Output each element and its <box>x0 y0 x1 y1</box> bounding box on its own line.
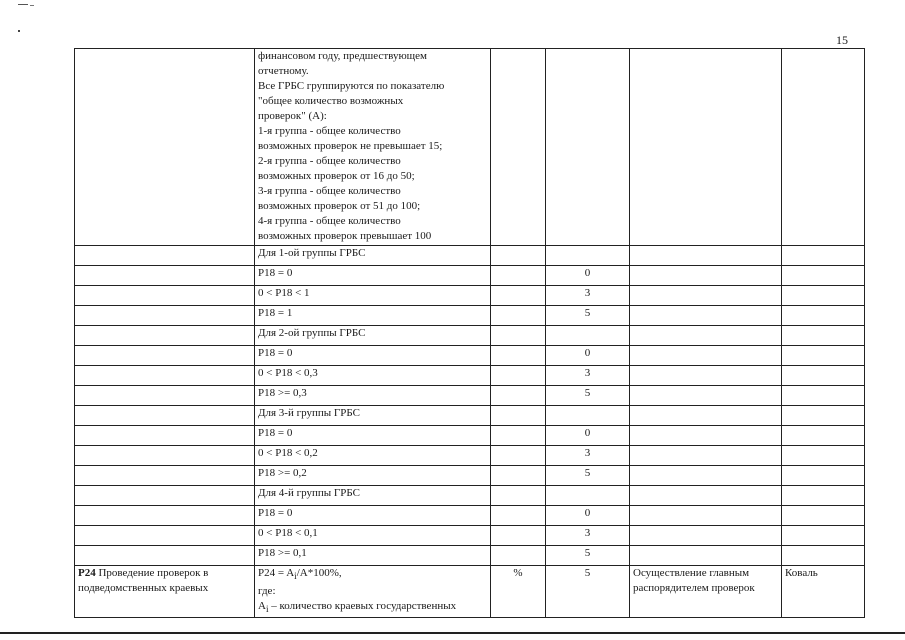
cell-empty <box>782 546 865 566</box>
group-title: Для 1-ой группы ГРБС <box>255 246 491 266</box>
formula-rest: /A*100%, <box>296 567 342 579</box>
formula-subscript: i <box>294 571 297 582</box>
cell-empty <box>630 49 782 246</box>
condition-cell: P18 = 1 <box>255 306 491 326</box>
cell-empty <box>75 426 255 446</box>
cell-empty <box>782 266 865 286</box>
condition-row <box>75 386 865 406</box>
cell-empty <box>630 446 782 466</box>
cell-empty <box>630 246 782 266</box>
cell-empty <box>782 386 865 406</box>
group-title-row <box>75 246 865 266</box>
indicator-table <box>74 48 865 618</box>
group-title-row <box>75 486 865 506</box>
cell-empty <box>630 526 782 546</box>
cell-empty <box>491 426 546 446</box>
condition-cell: P18 = 0 <box>255 266 491 286</box>
cell-empty <box>782 406 865 426</box>
cell-empty <box>630 406 782 426</box>
cell-empty <box>782 506 865 526</box>
cell-empty <box>75 306 255 326</box>
scan-artifact <box>18 30 20 32</box>
condition-row <box>75 286 865 306</box>
cell-empty <box>75 326 255 346</box>
condition-row <box>75 446 865 466</box>
cell-empty <box>782 526 865 546</box>
cell-empty <box>630 466 782 486</box>
cell-empty <box>546 246 630 266</box>
group-title: Для 2-ой группы ГРБС <box>255 326 491 346</box>
condition-cell: P18 >= 0,3 <box>255 386 491 406</box>
cell-empty <box>782 286 865 306</box>
condition-row <box>75 526 865 546</box>
cell-empty <box>491 446 546 466</box>
scan-artifact <box>30 5 34 6</box>
cell-empty <box>491 246 546 266</box>
cell-empty <box>75 466 255 486</box>
condition-cell: P18 = 0 <box>255 346 491 366</box>
group-title: Для 4-й группы ГРБС <box>255 486 491 506</box>
cell-empty <box>75 486 255 506</box>
definition-text: – количество краевых государственных <box>268 600 457 613</box>
cell-empty <box>75 286 255 306</box>
condition-cell: 0 < P18 < 0,1 <box>255 526 491 546</box>
cell-empty <box>630 426 782 446</box>
unit-cell: % <box>491 566 546 618</box>
intro-row <box>75 49 865 246</box>
indicator-code: P24 <box>78 567 96 579</box>
score-cell: 5 <box>546 466 630 486</box>
score-cell: 5 <box>546 566 630 618</box>
condition-row <box>75 306 865 326</box>
indicator-name-cell <box>75 566 255 618</box>
cell-empty <box>75 346 255 366</box>
cell-empty <box>75 366 255 386</box>
cell-empty <box>75 49 255 246</box>
cell-empty <box>782 246 865 266</box>
score-cell: 5 <box>546 546 630 566</box>
condition-cell: 0 < P18 < 0,2 <box>255 446 491 466</box>
definition-subscript: i <box>265 604 269 615</box>
cell-empty <box>491 366 546 386</box>
p24-row <box>75 566 865 618</box>
cell-empty <box>782 366 865 386</box>
cell-empty <box>782 486 865 506</box>
cell-empty <box>782 466 865 486</box>
cell-empty <box>630 386 782 406</box>
cell-empty <box>75 406 255 426</box>
cell-empty <box>491 306 546 326</box>
cell-empty <box>630 286 782 306</box>
cell-empty <box>630 346 782 366</box>
score-cell: 0 <box>546 506 630 526</box>
cell-empty <box>782 326 865 346</box>
condition-row <box>75 466 865 486</box>
condition-cell: 0 < P18 < 0,3 <box>255 366 491 386</box>
cell-empty <box>630 266 782 286</box>
group-title-row <box>75 326 865 346</box>
formula-where: где: <box>258 585 276 598</box>
score-cell: 0 <box>546 266 630 286</box>
condition-cell: P18 >= 0,2 <box>255 466 491 486</box>
cell-empty <box>782 446 865 466</box>
score-cell: 5 <box>546 386 630 406</box>
condition-cell: P18 = 0 <box>255 506 491 526</box>
condition-cell: P18 = 0 <box>255 426 491 446</box>
cell-empty <box>491 486 546 506</box>
cell-empty <box>491 266 546 286</box>
cell-empty <box>630 506 782 526</box>
cell-empty <box>630 546 782 566</box>
definition-variable: A <box>258 600 266 613</box>
condition-row <box>75 426 865 446</box>
condition-row <box>75 346 865 366</box>
score-cell: 3 <box>546 446 630 466</box>
cell-empty <box>491 546 546 566</box>
cell-empty <box>782 426 865 446</box>
condition-cell: P18 >= 0,1 <box>255 546 491 566</box>
condition-row <box>75 546 865 566</box>
indicator-name: Проведение проверок в подведомственных краевых <box>78 567 209 594</box>
cell-empty <box>491 286 546 306</box>
condition-row <box>75 506 865 526</box>
cell-empty <box>630 326 782 346</box>
cell-empty <box>491 346 546 366</box>
table-body <box>75 49 865 618</box>
condition-cell: 0 < P18 < 1 <box>255 286 491 306</box>
page-bottom-edge <box>0 632 905 634</box>
group-title-row <box>75 406 865 426</box>
condition-row <box>75 366 865 386</box>
cell-empty <box>491 526 546 546</box>
cell-empty <box>546 486 630 506</box>
cell-empty <box>491 386 546 406</box>
cell-empty <box>491 506 546 526</box>
page-number: 15 <box>836 33 848 47</box>
cell-empty <box>75 546 255 566</box>
cell-empty <box>782 306 865 326</box>
responsible-cell: Коваль <box>782 566 865 618</box>
cell-empty <box>630 306 782 326</box>
score-cell: 3 <box>546 526 630 546</box>
cell-empty <box>75 266 255 286</box>
formula-cell <box>255 566 491 618</box>
intro-text: финансовом году, предшествующем отчетному. Все ГРБС группируются по показателю "общее количество возможных проверок" (А): 1-я группа - общее количество возможных проверок не превышает 15; 2-я группа - общее количество возможных проверок от 16 до 50; 3-я группа - общее количество возможных проверок от 51 до 100; 4-я группа - общее количество возможных проверок превышает 100 <box>255 49 491 246</box>
cell-empty <box>491 49 546 246</box>
cell-empty <box>782 346 865 366</box>
cell-empty <box>75 446 255 466</box>
cell-empty <box>546 406 630 426</box>
score-cell: 0 <box>546 426 630 446</box>
score-cell: 5 <box>546 306 630 326</box>
cell-empty <box>630 486 782 506</box>
cell-empty <box>75 506 255 526</box>
cell-empty <box>491 326 546 346</box>
cell-empty <box>491 466 546 486</box>
condition-row <box>75 266 865 286</box>
cell-empty <box>75 526 255 546</box>
cell-empty <box>75 246 255 266</box>
cell-empty <box>546 49 630 246</box>
cell-empty <box>630 366 782 386</box>
description-cell: Осуществление главным распорядителем проверок <box>630 566 782 618</box>
cell-empty <box>75 386 255 406</box>
cell-empty <box>782 49 865 246</box>
group-title: Для 3-й группы ГРБС <box>255 406 491 426</box>
formula-start: P24 = A <box>258 567 295 579</box>
score-cell: 0 <box>546 346 630 366</box>
cell-empty <box>546 326 630 346</box>
cell-empty <box>491 406 546 426</box>
scan-artifact <box>18 4 28 5</box>
score-cell: 3 <box>546 286 630 306</box>
score-cell: 3 <box>546 366 630 386</box>
